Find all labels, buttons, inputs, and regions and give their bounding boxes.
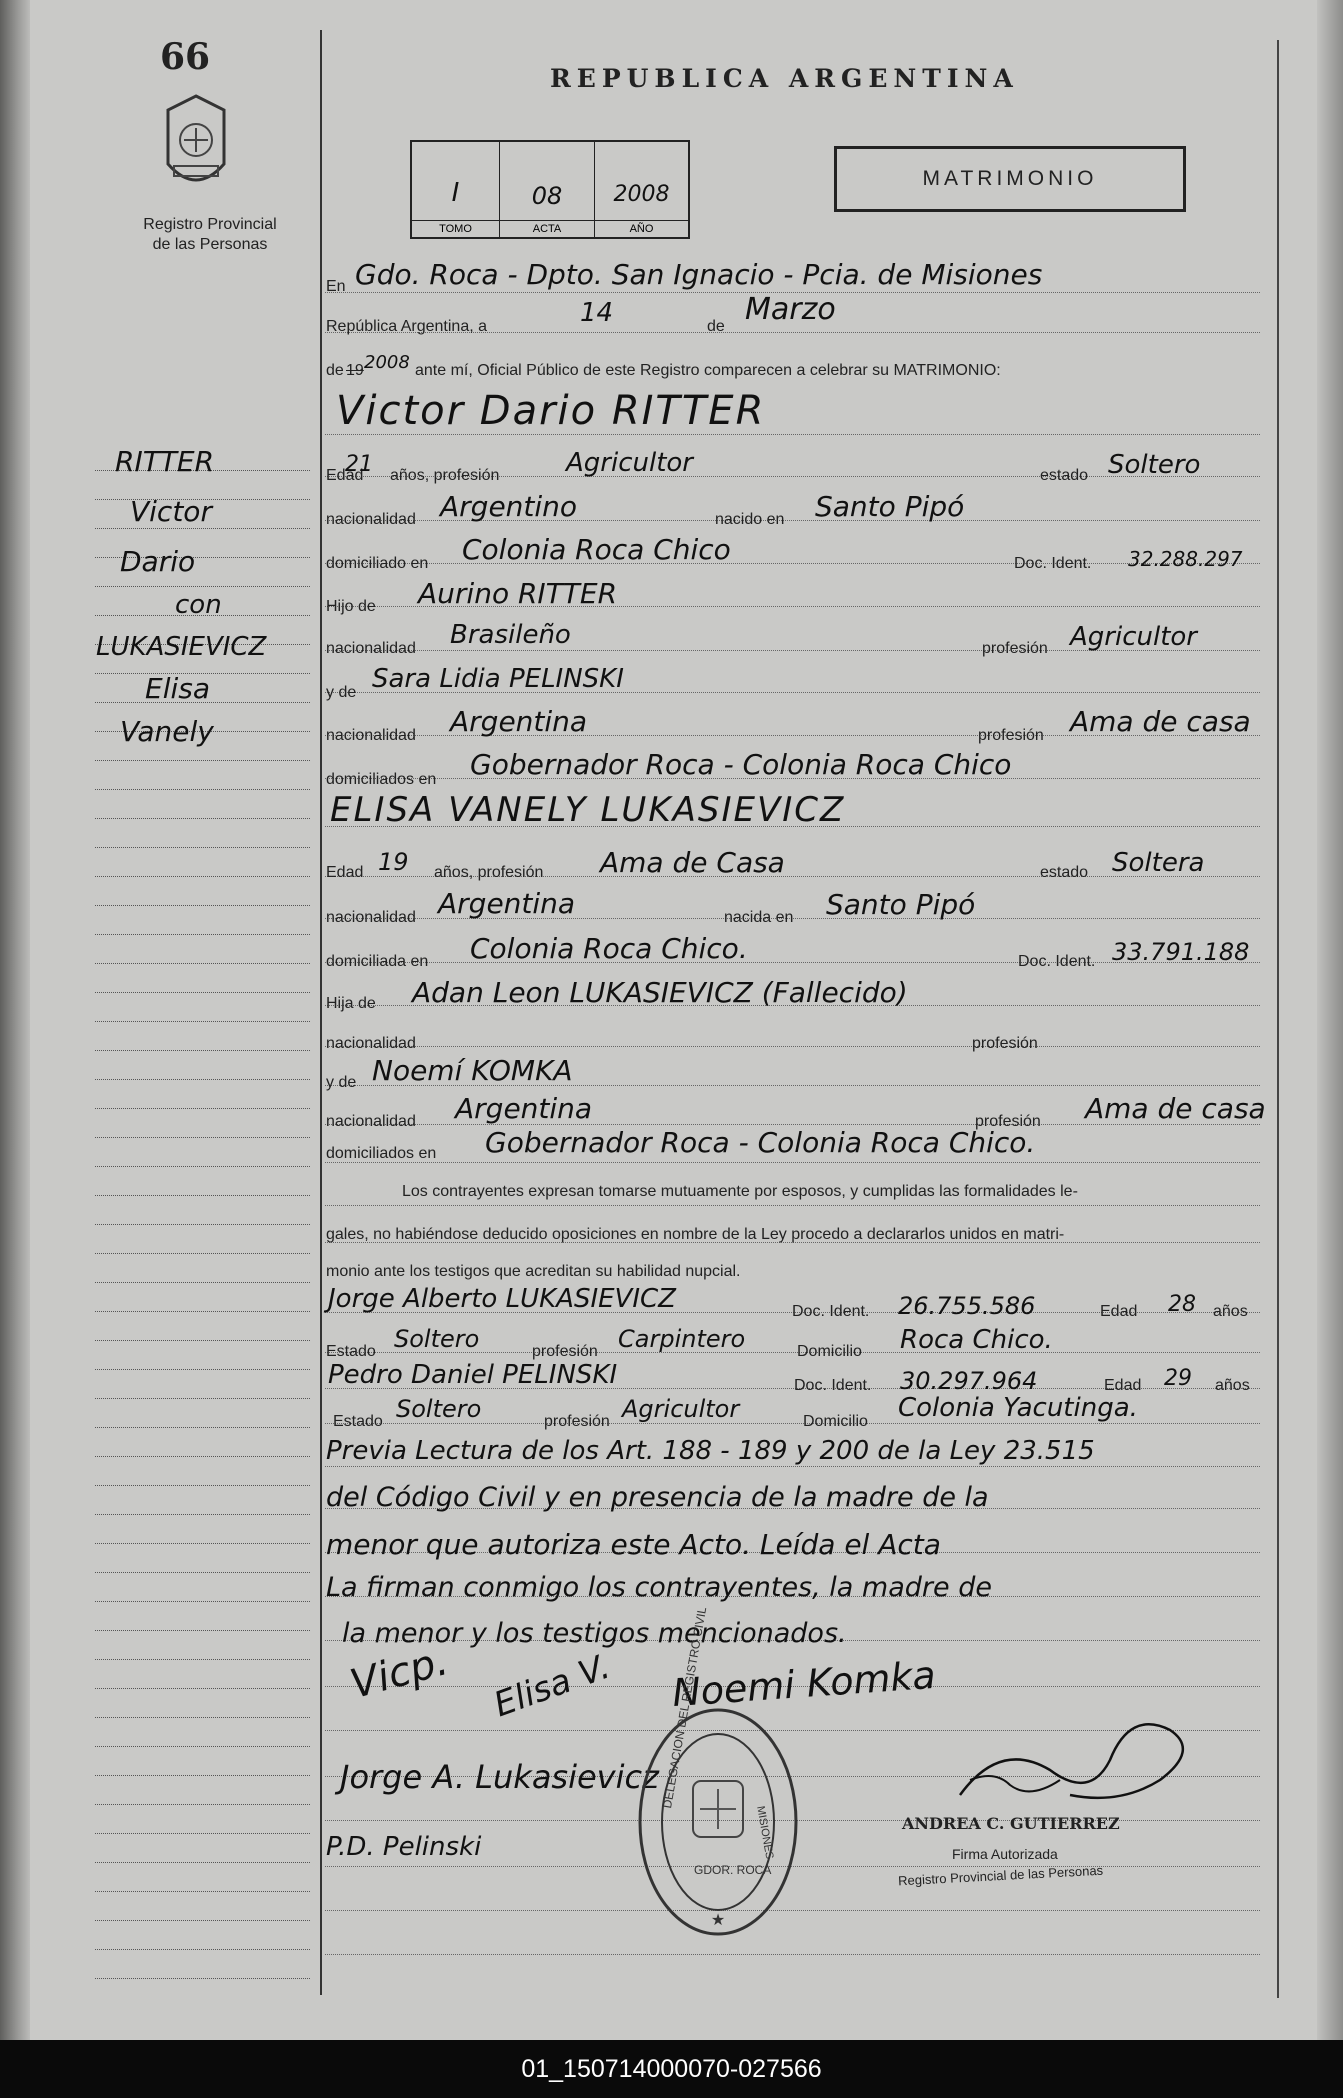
label-edad: Edad bbox=[326, 467, 364, 484]
margin-rule bbox=[95, 1427, 310, 1428]
margin-rule bbox=[95, 1746, 310, 1747]
label-anos: años bbox=[1213, 1303, 1248, 1320]
form-rule bbox=[325, 434, 1260, 435]
margin-rule bbox=[95, 1862, 310, 1863]
margin-rule bbox=[95, 1804, 310, 1805]
label-domiciliada: domiciliada en bbox=[326, 953, 429, 970]
margin-rule bbox=[95, 992, 310, 993]
svg-text:★: ★ bbox=[710, 1912, 726, 1929]
witness-age: 29 bbox=[1164, 1366, 1192, 1391]
bride-age: 19 bbox=[378, 848, 409, 876]
label-doc: Doc. Ident. bbox=[1014, 555, 1092, 572]
bride-doc: 33.791.188 bbox=[1112, 938, 1250, 966]
margin-rule bbox=[95, 1369, 310, 1370]
form-rule bbox=[325, 1046, 1260, 1047]
form-rule bbox=[325, 1954, 1260, 1955]
label-republica: República Argentina, a bbox=[326, 318, 487, 335]
margin-connector: con bbox=[175, 590, 222, 620]
day-value: 14 bbox=[580, 298, 614, 328]
margin-rule bbox=[95, 1891, 310, 1892]
label-doc: Doc. Ident. bbox=[794, 1377, 872, 1394]
bride-estado: Soltera bbox=[1112, 848, 1205, 878]
margin-rule bbox=[95, 528, 310, 529]
bride-name: ELISA VANELY LUKASIEVICZ bbox=[330, 790, 846, 830]
margin-rule bbox=[95, 1340, 310, 1341]
official-name: ANDREA C. GUTIERREZ bbox=[902, 1814, 1120, 1833]
official-signature bbox=[940, 1700, 1220, 1820]
footer-id: 01_150714000070-027566 bbox=[0, 2040, 1343, 2098]
record-type-box: MATRIMONIO bbox=[834, 146, 1186, 212]
label-nacionalidad: nacionalidad bbox=[326, 909, 416, 926]
groom-estado: Soltero bbox=[1108, 450, 1201, 480]
label-estado: estado bbox=[1040, 467, 1089, 484]
margin-given-name: Vanely bbox=[120, 715, 214, 748]
note-line: la menor y los testigos mencionados. bbox=[342, 1618, 847, 1649]
margin-rule bbox=[95, 1717, 310, 1718]
label-nacionalidad: nacionalidad bbox=[326, 727, 416, 744]
official-office: Registro Provincial de las Personas bbox=[897, 1862, 1104, 1889]
margin-rule bbox=[95, 1253, 310, 1254]
witness-profession: Carpintero bbox=[618, 1325, 746, 1353]
margin-rule bbox=[95, 1775, 310, 1776]
groom-father-nationality: Brasileño bbox=[450, 620, 571, 650]
groom-nationality: Argentino bbox=[440, 490, 578, 523]
label-domiciliados: domiciliados en bbox=[326, 771, 437, 788]
margin-rule bbox=[95, 934, 310, 935]
tomo-cell: I TOMO bbox=[412, 142, 500, 237]
margin-given-name: Dario bbox=[120, 545, 196, 578]
margin-rule bbox=[95, 1195, 310, 1196]
margin-rule bbox=[95, 789, 310, 790]
label-anos: años bbox=[1215, 1377, 1250, 1394]
witness-profession: Agricultor bbox=[622, 1395, 740, 1423]
witness-name: Jorge Alberto LUKASIEVICZ bbox=[328, 1284, 676, 1314]
margin-rule bbox=[95, 1572, 310, 1573]
label-profesion: profesión bbox=[978, 727, 1044, 744]
coat-of-arms-seal bbox=[160, 92, 232, 202]
statement-line: monio ante los testigos que acreditan su habilidad nupcial. bbox=[326, 1263, 741, 1280]
note-line: menor que autoriza este Acto. Leída el Acta bbox=[326, 1528, 941, 1561]
label-domicilio: Domicilio bbox=[797, 1343, 862, 1360]
form-rule bbox=[325, 1205, 1260, 1206]
bride-nationality: Argentina bbox=[438, 887, 576, 920]
bride-father: Adan Leon LUKASIEVICZ (Fallecido) bbox=[412, 976, 908, 1009]
form-rule bbox=[325, 1423, 1260, 1424]
label-nacionalidad: nacionalidad bbox=[326, 1113, 416, 1130]
groom-profession: Agricultor bbox=[566, 448, 693, 478]
witness-domicile: Colonia Yacutinga. bbox=[898, 1393, 1138, 1423]
label-estado: Estado bbox=[326, 1343, 376, 1360]
witness-age: 28 bbox=[1168, 1292, 1196, 1317]
label-profesion: profesión bbox=[982, 640, 1048, 657]
ano-cell: 2008 AÑO bbox=[595, 142, 688, 237]
signature-witness: P.D. Pelinski bbox=[326, 1832, 482, 1862]
margin-rule bbox=[95, 1311, 310, 1312]
year-struck: 19 bbox=[346, 362, 364, 379]
stamp-text: DELEGACION DEL REGISTRO CIVIL bbox=[660, 1605, 710, 1810]
note-line: La firman conmigo los contrayentes, la madre de bbox=[326, 1572, 992, 1603]
margin-rule bbox=[95, 1688, 310, 1689]
page-edge bbox=[1317, 0, 1343, 2040]
groom-domicile: Colonia Roca Chico bbox=[462, 533, 731, 566]
place-value: Gdo. Roca - Dpto. San Ignacio - Pcia. de Misiones bbox=[355, 258, 1043, 291]
right-border bbox=[1277, 40, 1279, 1998]
bride-birthplace: Santo Pipó bbox=[826, 888, 976, 921]
label-profesion: profesión bbox=[532, 1343, 598, 1360]
groom-father-profession: Agricultor bbox=[1070, 622, 1197, 652]
margin-rule bbox=[95, 1630, 310, 1631]
margin-rule bbox=[95, 963, 310, 964]
label-nacido: nacido en bbox=[715, 511, 785, 528]
signature-bride: Elisa V. bbox=[488, 1646, 616, 1726]
groom-mother-profession: Ama de casa bbox=[1070, 705, 1251, 738]
margin-rule bbox=[95, 1079, 310, 1080]
statement-line: Los contrayentes expresan tomarse mutuamente por esposos, y cumplidas las formalidades le- bbox=[402, 1183, 1078, 1200]
margin-rule bbox=[95, 876, 310, 877]
margin-divider bbox=[320, 30, 322, 1995]
page-number: 66 bbox=[160, 36, 211, 78]
label-en: En bbox=[326, 278, 346, 295]
note-line: Previa Lectura de los Art. 188 - 189 y 200 de la Ley 23.515 bbox=[326, 1436, 1095, 1466]
groom-parents-domicile: Gobernador Roca - Colonia Roca Chico bbox=[470, 748, 1012, 781]
margin-rule bbox=[95, 905, 310, 906]
margin-rule bbox=[95, 1137, 310, 1138]
label-profesion: profesión bbox=[972, 1035, 1038, 1052]
label-edad: Edad bbox=[1100, 1303, 1138, 1320]
margin-rule bbox=[95, 760, 310, 761]
signature-witness: Jorge A. Lukasievicz bbox=[340, 1758, 659, 1796]
label-hijo: Hijo de bbox=[326, 598, 376, 615]
margin-rule bbox=[95, 1920, 310, 1921]
margin-rule bbox=[95, 1108, 310, 1109]
form-rule bbox=[325, 1162, 1260, 1163]
margin-rule bbox=[95, 1514, 310, 1515]
margin-rule bbox=[95, 586, 310, 587]
label-nacida: nacida en bbox=[724, 909, 794, 926]
label-nacionalidad: nacionalidad bbox=[326, 511, 416, 528]
margin-rule bbox=[95, 1659, 310, 1660]
groom-doc: 32.288.297 bbox=[1128, 547, 1243, 571]
margin-rule bbox=[95, 818, 310, 819]
witness-doc: 26.755.586 bbox=[898, 1292, 1036, 1320]
margin-rule bbox=[95, 1833, 310, 1834]
bride-mother-nationality: Argentina bbox=[455, 1092, 593, 1125]
reference-box bbox=[410, 140, 690, 239]
margin-rule bbox=[95, 1543, 310, 1544]
signature-mother: Noemi Komka bbox=[670, 1652, 938, 1716]
margin-given-name: Victor bbox=[130, 495, 212, 528]
label-edad: Edad bbox=[1104, 1377, 1142, 1394]
label-estado: estado bbox=[1040, 864, 1089, 881]
groom-father: Aurino RITTER bbox=[418, 577, 618, 610]
groom-name: Victor Dario RITTER bbox=[336, 388, 766, 434]
label-profesion: años, profesión bbox=[390, 467, 500, 484]
margin-given-name: Elisa bbox=[145, 672, 210, 705]
bride-mother: Noemí KOMKA bbox=[372, 1054, 573, 1087]
margin-surname: LUKASIEVICZ bbox=[96, 632, 267, 662]
margin-rule bbox=[95, 1021, 310, 1022]
groom-age: 21 bbox=[345, 452, 373, 477]
label-yde: y de bbox=[326, 1074, 357, 1091]
month-value: Marzo bbox=[745, 292, 836, 327]
witness-estado: Soltero bbox=[394, 1325, 480, 1353]
label-doc: Doc. Ident. bbox=[1018, 953, 1096, 970]
margin-rule bbox=[95, 1282, 310, 1283]
witness-name: Pedro Daniel PELINSKI bbox=[328, 1360, 618, 1390]
year-value: 2008 bbox=[364, 352, 410, 373]
label-edad: Edad bbox=[326, 864, 364, 881]
official-title: Firma Autorizada bbox=[952, 1846, 1058, 1862]
groom-mother-nationality: Argentina bbox=[450, 705, 588, 738]
margin-rule bbox=[95, 1166, 310, 1167]
country-title: REPUBLICA ARGENTINA bbox=[550, 64, 1019, 93]
margin-rule bbox=[95, 1949, 310, 1950]
stamp-text-wrap bbox=[636, 1605, 801, 1940]
margin-surname: RITTER bbox=[115, 445, 215, 478]
label-nacionalidad: nacionalidad bbox=[326, 640, 416, 657]
label-profesion: años, profesión bbox=[434, 864, 544, 881]
bride-mother-profession: Ama de casa bbox=[1085, 1092, 1266, 1125]
groom-birthplace: Santo Pipó bbox=[815, 490, 965, 523]
stamp-region: MISIONES bbox=[754, 1805, 776, 1861]
label-de: de bbox=[707, 318, 725, 335]
bride-profession: Ama de Casa bbox=[600, 846, 785, 879]
label-profesion: profesión bbox=[975, 1113, 1041, 1130]
label-domicilio: Domicilio bbox=[803, 1413, 868, 1430]
groom-mother: Sara Lidia PELINSKI bbox=[372, 664, 624, 694]
margin-rule bbox=[95, 1050, 310, 1051]
bride-parents-domicile: Gobernador Roca - Colonia Roca Chico. bbox=[485, 1126, 1036, 1159]
label-doc: Doc. Ident. bbox=[792, 1303, 870, 1320]
registry-name: Registro Provincial de las Personas bbox=[143, 216, 277, 253]
signature-groom: Vicp. bbox=[345, 1638, 453, 1708]
bride-domicile: Colonia Roca Chico. bbox=[470, 932, 748, 965]
label-domiciliados: domiciliados en bbox=[326, 1145, 437, 1162]
margin-rule bbox=[95, 1978, 310, 1979]
witness-domicile: Roca Chico. bbox=[900, 1325, 1053, 1355]
form-rule bbox=[325, 1466, 1260, 1467]
label-nacionalidad: nacionalidad bbox=[326, 1035, 416, 1052]
margin-rule bbox=[95, 847, 310, 848]
label-profesion: profesión bbox=[544, 1413, 610, 1430]
margin-rule bbox=[95, 1456, 310, 1457]
margin-rule bbox=[95, 1224, 310, 1225]
margin-rule bbox=[95, 1601, 310, 1602]
margin-rule bbox=[95, 1398, 310, 1399]
acta-cell: 08 ACTA bbox=[500, 142, 595, 237]
stamp-place: GDOR. ROCA bbox=[694, 1863, 772, 1877]
book-binding bbox=[0, 0, 30, 2040]
witness-doc: 30.297.964 bbox=[900, 1367, 1038, 1395]
note-line: del Código Civil y en presencia de la madre de la bbox=[326, 1482, 989, 1513]
label-estado: Estado bbox=[333, 1413, 383, 1430]
label-hija: Hija de bbox=[326, 995, 376, 1012]
label-de: de bbox=[326, 362, 344, 379]
label-yde: y de bbox=[326, 684, 357, 701]
witness-estado: Soltero bbox=[396, 1395, 482, 1423]
margin-rule bbox=[95, 1485, 310, 1486]
declaration-text: ante mí, Oficial Público de este Registro comparecen a celebrar su MATRIMONIO: bbox=[415, 362, 1001, 379]
label-domiciliado: domiciliado en bbox=[326, 555, 429, 572]
statement-line: gales, no habiéndose deducido oposiciones en nombre de la Ley procedo a declararlos unidos en matri- bbox=[326, 1226, 1065, 1243]
